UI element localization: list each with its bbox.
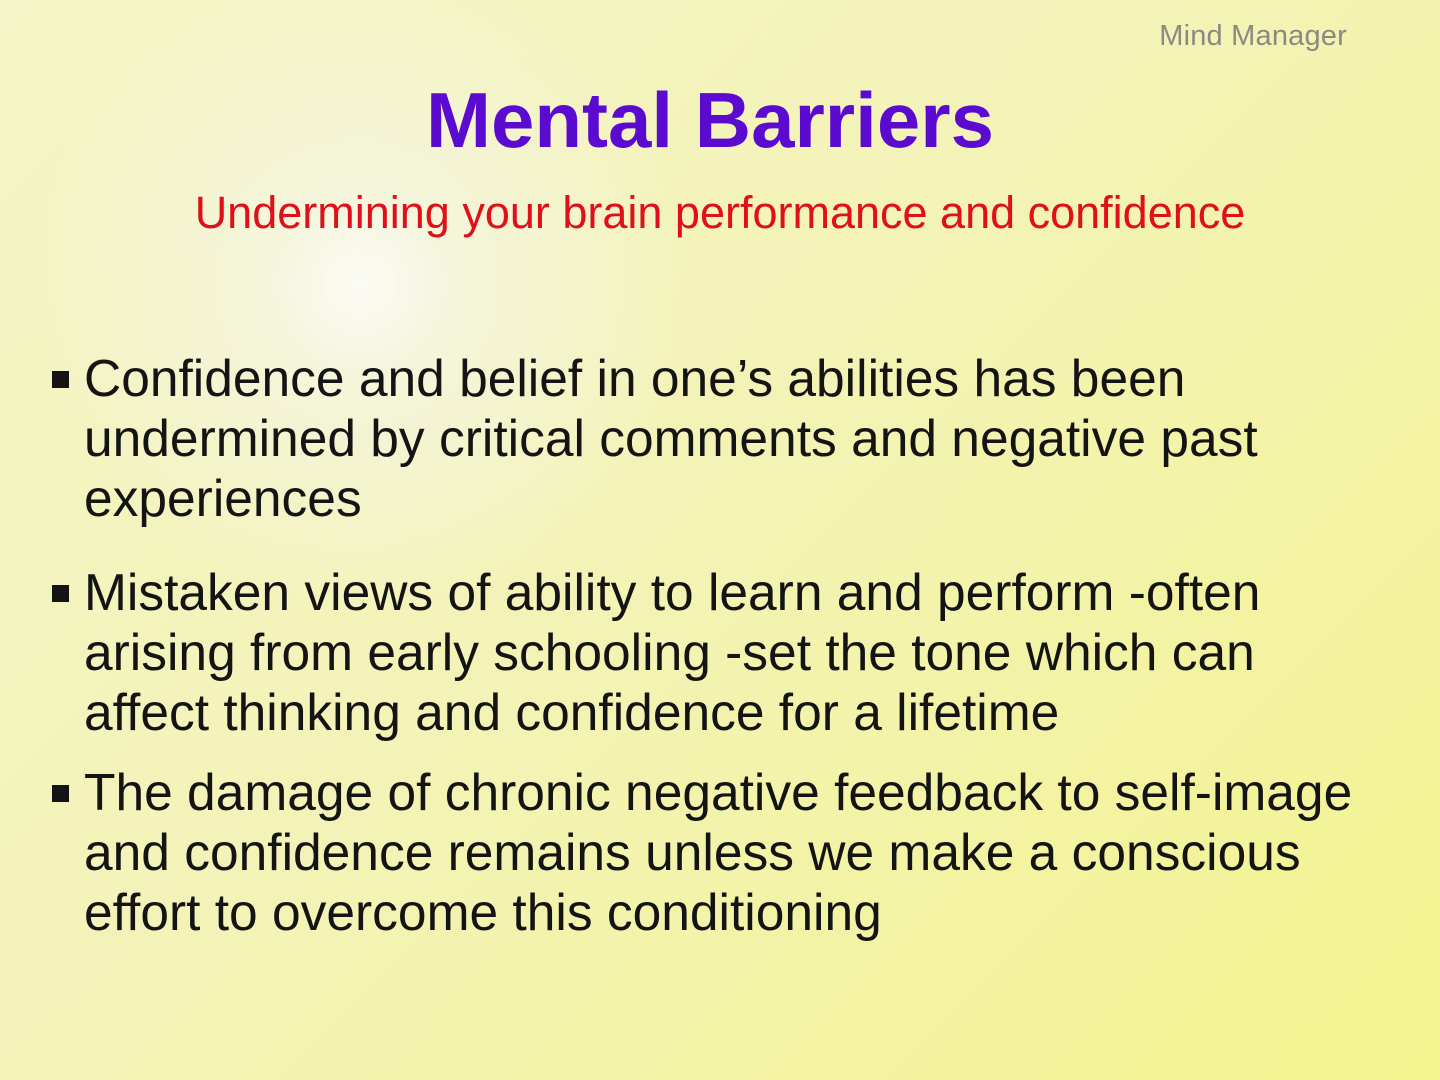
bullet-text: Mistaken views of ability to learn and perform -often arising from early schooling -set the tone which can affect thinking and confidence for a lifetime [84,563,1261,741]
slide-title: Mental Barriers [426,76,994,164]
bullet-text: The damage of chronic negative feedback to self-image and confidence remains unless we make a conscious effort to overcome this conditioning [84,763,1353,941]
bullet-text: Confidence and belief in one’s abilities has been undermined by critical comments and negative past experiences [84,349,1258,527]
brand-label: Mind Manager [1159,20,1347,52]
bullet-list [52,348,1392,976]
slide-subtitle: Undermining your brain performance and confidence [194,187,1246,238]
bullet-item [52,348,1392,528]
square-bullet-icon [52,585,69,602]
bullet-item [52,762,1392,942]
square-bullet-icon [52,785,69,802]
square-bullet-icon [52,371,69,388]
bullet-item [52,562,1392,742]
